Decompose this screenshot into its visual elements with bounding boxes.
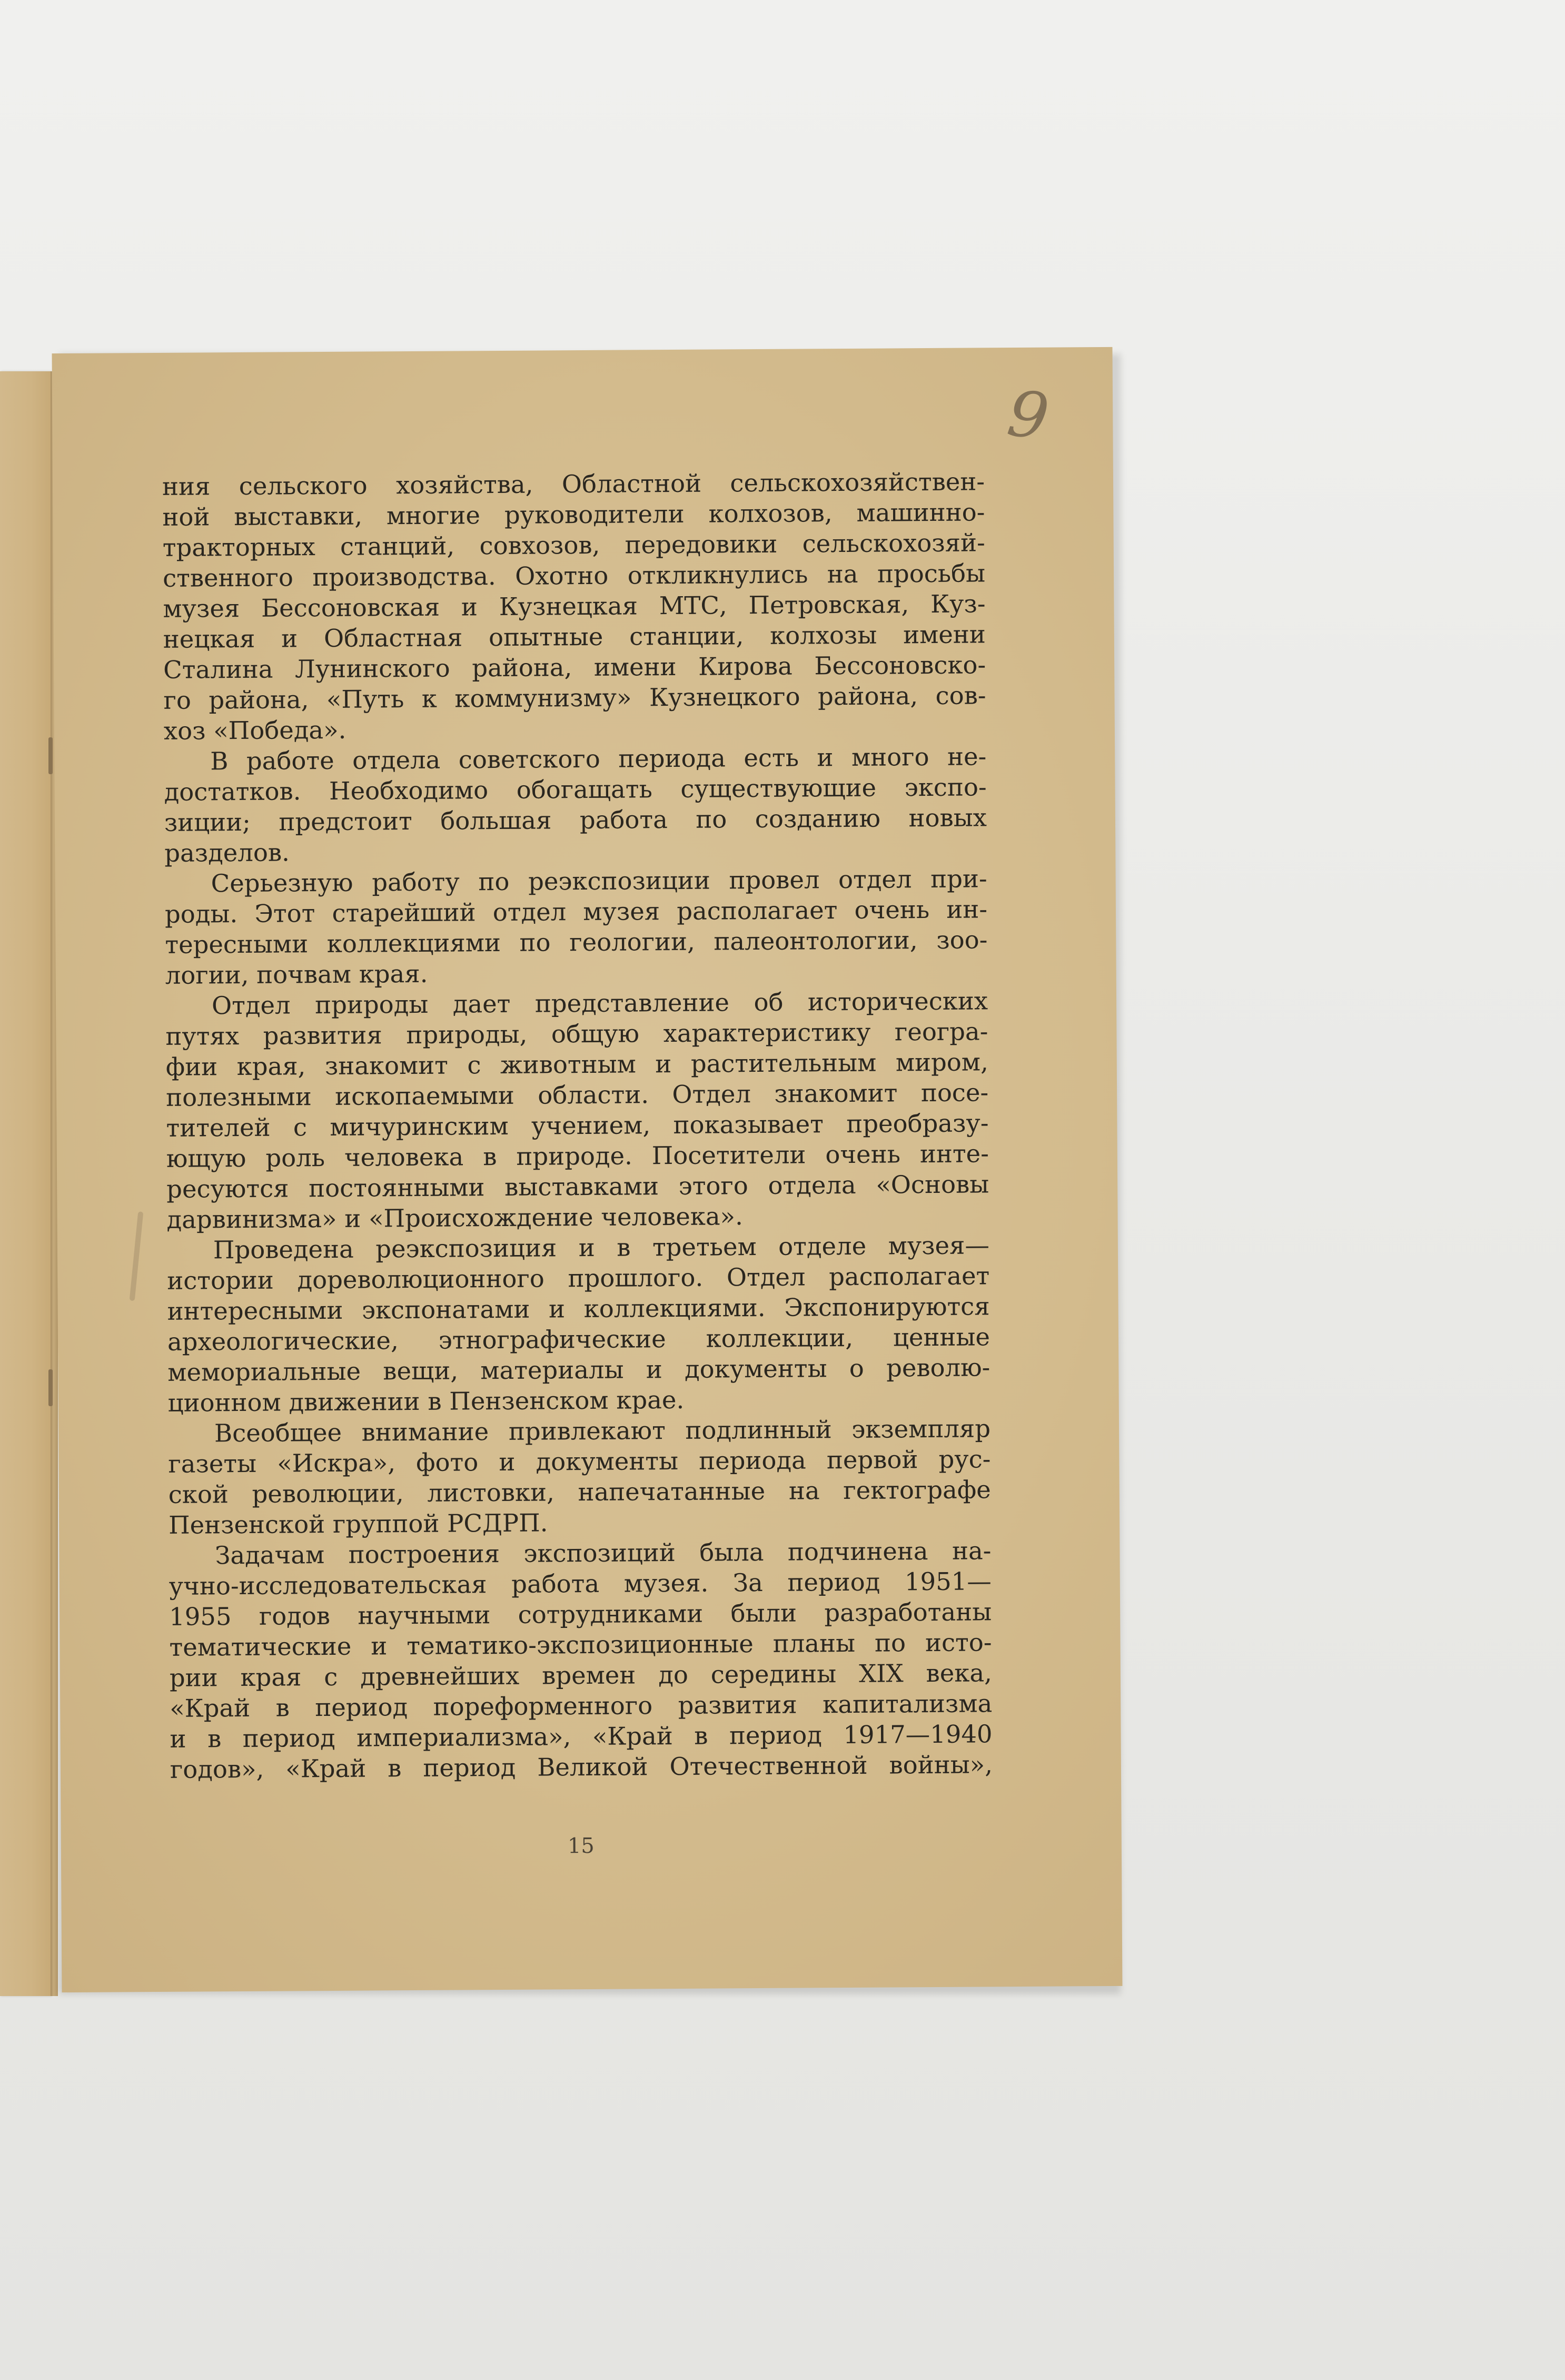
handwritten-page-number: 9 [1003,377,1053,455]
text-line: ния сельского хозяйства, Областной сельскохозяйствен- [162,467,985,501]
text-line: полезными ископаемыми области. Отдел знакомит посе- [165,1078,989,1112]
margin-pencil-mark [130,1211,144,1301]
binding-stitch [48,1369,53,1406]
text-line: тракторных станций, совхозов, передовики сельскохозяй- [162,528,985,562]
text-line: логии, почвам края. [165,959,428,990]
text-line: дарвинизма» и «Происхождение человека». [166,1202,743,1234]
text-line: тематические и тематико-экспозиционные планы по исто- [169,1628,992,1662]
text-line: ресуются постоянными выставками этого отдела «Основы [166,1170,989,1203]
left-facing-page [0,371,51,1996]
text-line: ной выставки, многие руководители колхозов, машинно- [162,498,985,531]
body-text [162,466,993,1784]
text-line: ской революции, листовки, напечатанные на гектографе [168,1475,991,1509]
text-line: «Край в период пореформенного развития капитализма [170,1689,993,1723]
text-line: археологические, этнографические коллекции, ценные [167,1322,990,1356]
text-line: разделов. [164,838,290,867]
text-line: тителей с мичуринским учением, показывает преобразу- [166,1109,989,1142]
text-line: учно-исследовательская работа музея. За период 1951— [169,1567,992,1601]
text-line: 1955 годов научными сотрудниками были разработаны [169,1597,992,1631]
text-line: хоз «Победа». [163,715,346,745]
text-line: Проведена реэкспозиция и в третьем отделе музея— [213,1231,990,1265]
text-line: ционном движении в Пензенском крае. [167,1385,685,1417]
text-line: путях развития природы, общую характеристику геогра- [165,1017,988,1051]
text-line: Задачам построения экспозиций была подчинена на- [215,1536,992,1570]
text-line: мемориальные вещи, материалы и документы о револю- [167,1353,990,1387]
text-line: ющую роль человека в природе. Посетители очень инте- [166,1139,989,1173]
text-line: и в период империализма», «Край в период 1917—1940 [170,1720,993,1753]
text-line: достатков. Необходимо обогащать существующие экспо- [164,773,987,806]
text-line: Пензенской группой РСДРП. [168,1508,548,1539]
binding-stitch [48,737,53,774]
text-line: зиции; предстоит большая работа по созданию новых [164,803,987,837]
text-line: интересными экспонатами и коллекциями. Экспонируются [167,1292,990,1326]
text-line: музея Бессоновская и Кузнецкая МТС, Петровская, Куз- [163,589,986,623]
text-line: го района, «Путь к коммунизму» Кузнецкого района, сов- [163,681,986,715]
text-line: В работе отдела советского периода есть и много не- [210,742,987,776]
text-line: Серьезную работу по реэкспозиции провел отдел при- [211,864,987,898]
text-line: тересными коллекциями по геологии, палеонтологии, зоо- [165,925,988,959]
text-line: Отдел природы дает представление об исторических [211,986,988,1020]
text-line: фии края, знакомит с животным и растительным миром, [165,1048,988,1081]
text-line: ственного производства. Охотно откликнулись на просьбы [162,559,986,592]
text-line: истории дореволюционного прошлого. Отдел располагает [167,1261,990,1295]
printed-page-number: 15 [567,1833,595,1859]
text-line: Сталина Лунинского района, имени Кирова Бессоновско- [163,650,986,684]
text-line: рии края с древнейших времен до середины XIX века, [169,1658,993,1692]
text-line: нецкая и Областная опытные станции, колхозы имени [163,620,986,654]
document-page [52,347,1123,1992]
text-line: Всеобщее внимание привлекают подлинный экземпляр [214,1414,991,1448]
text-line: роды. Этот старейший отдел музея располагает очень ин- [164,895,988,929]
text-line: газеты «Искра», фото и документы периода первой рус- [168,1445,991,1478]
text-line: годов», «Край в период Великой Отечественной войны», [170,1750,993,1784]
